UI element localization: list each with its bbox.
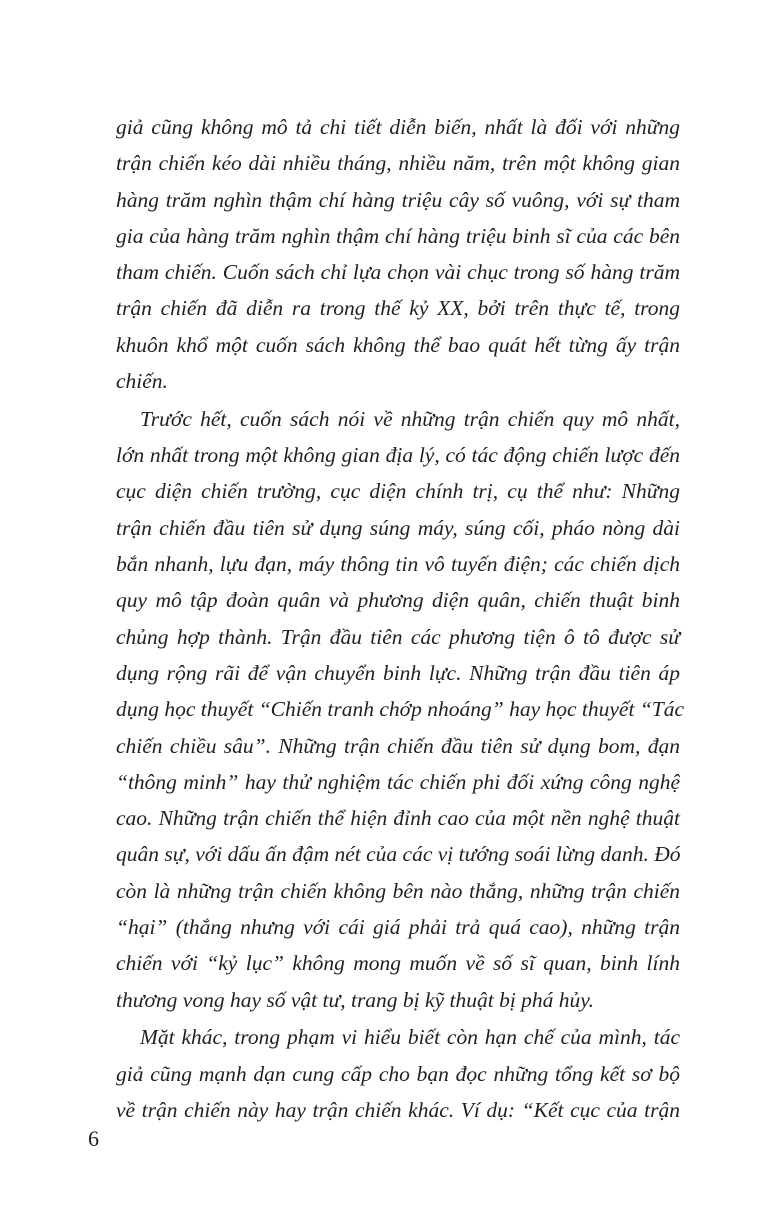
text-line: hàng trăm nghìn thậm chí hàng triệu cây số vuông, với sự tham: [116, 187, 680, 212]
text-line: cục diện chiến trường, cục diện chính trị, cụ thể như: Những: [116, 479, 680, 504]
text-line: trận chiến đã diễn ra trong thế kỷ XX, bởi trên thực tế, trong: [116, 296, 680, 321]
text-line: cao. Những trận chiến thể hiện đỉnh cao của một nền nghệ thuật: [116, 806, 680, 831]
paragraph: [116, 109, 680, 399]
text-line: chiến với “kỷ lục” không mong muốn về số sĩ quan, binh lính: [116, 951, 680, 976]
text-line: chiến chiều sâu”. Những trận chiến đầu tiên sử dụng bom, đạn: [116, 733, 680, 758]
text-line: Mặt khác, trong phạm vi hiểu biết còn hạn chế của mình, tác: [140, 1025, 680, 1050]
text-line: “hại” (thắng nhưng với cái giá phải trả quá cao), những trận: [116, 915, 680, 940]
text-line: tham chiến. Cuốn sách chỉ lựa chọn vài chục trong số hàng trăm: [116, 260, 680, 285]
paragraph: [116, 1019, 680, 1128]
text-line: chủng hợp thành. Trận đầu tiên các phương tiện ô tô được sử: [116, 624, 680, 649]
text-line: còn là những trận chiến không bên nào thắng, những trận chiến: [116, 878, 680, 903]
text-line: quân sự, với dấu ấn đậm nét của các vị tướng soái lừng danh. Đó: [116, 842, 681, 867]
text-line: trận chiến đầu tiên sử dụng súng máy, súng cối, pháo nòng dài: [116, 515, 680, 540]
text-line: quy mô tập đoàn quân và phương diện quân, chiến thuật binh: [116, 588, 680, 613]
text-line: lớn nhất trong một không gian địa lý, có tác động chiến lược đến: [116, 443, 680, 468]
text-line: “thông minh” hay thử nghiệm tác chiến phi đối xứng công nghệ: [116, 769, 680, 794]
text-line: chiến.: [116, 369, 168, 394]
text-line: thương vong hay số vật tư, trang bị kỹ thuật bị phá hủy.: [116, 987, 595, 1012]
text-line: về trận chiến này hay trận chiến khác. Ví dụ: “Kết cục của trận: [116, 1098, 680, 1123]
text-line: dụng học thuyết “Chiến tranh chớp nhoáng” hay học thuyết “Tác: [116, 697, 685, 722]
text-line: trận chiến kéo dài nhiều tháng, nhiều năm, trên một không gian: [116, 151, 680, 176]
text-line: gia của hàng trăm nghìn thậm chí hàng triệu binh sĩ của các bên: [116, 223, 680, 248]
body-text: [116, 109, 685, 1130]
text-line: dụng rộng rãi để vận chuyển binh lực. Những trận đầu tiên áp: [116, 660, 680, 685]
text-line: giả cũng mạnh dạn cung cấp cho bạn đọc những tổng kết sơ bộ: [116, 1061, 680, 1086]
text-line: giả cũng không mô tả chi tiết diễn biến, nhất là đối với những: [116, 115, 680, 139]
page-number: 6: [88, 1126, 99, 1151]
paragraph: [116, 401, 685, 1018]
text-line: bắn nhanh, lựu đạn, máy thông tin vô tuyến điện; các chiến dịch: [116, 552, 680, 577]
text-line: Trước hết, cuốn sách nói về những trận chiến quy mô nhất,: [140, 406, 680, 431]
text-line: khuôn khổ một cuốn sách không thể bao quát hết từng ấy trận: [116, 332, 680, 357]
